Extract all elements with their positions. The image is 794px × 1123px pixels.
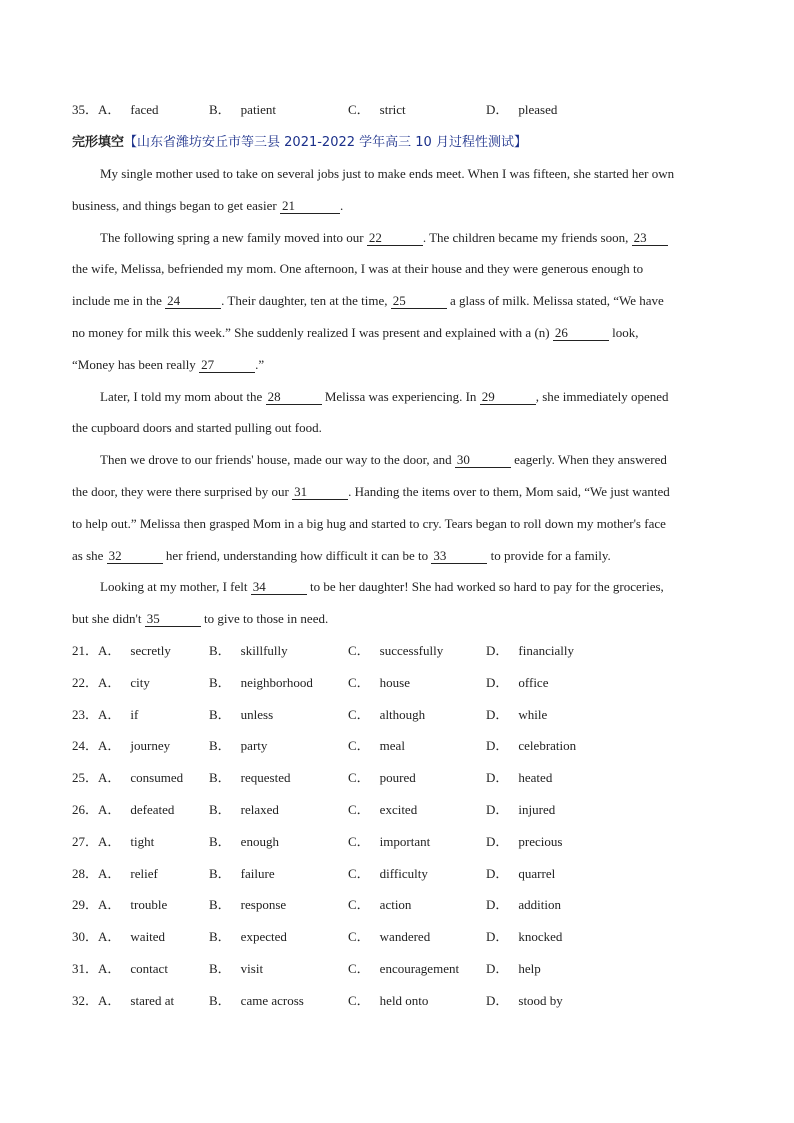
option-a: 24．A． journey (72, 738, 171, 753)
blank-34: 34 (251, 580, 307, 595)
option-d: D． addition (486, 897, 561, 912)
option-a: 32．A． stared at (72, 993, 175, 1008)
blank-30: 30 (455, 453, 511, 468)
passage-line: but she didn't 35 to give to those in need. (72, 611, 329, 627)
passage-line: business, and things began to get easier 21 . (72, 197, 344, 213)
option-c: C． action (348, 897, 412, 912)
option-a: 27．A． tight (72, 834, 155, 849)
passage-line: Later, I told my mom about the 28 Melissa was experiencing. In 29 , she immediately opened (100, 388, 669, 404)
option-c: C． house (348, 675, 411, 690)
passage-line: the wife, Melissa, befriended my mom. One afternoon, I was at their house and they were generous enough to (72, 261, 644, 277)
blank-24: 24 (165, 294, 221, 309)
passage-line: Then we drove to our friends' house, made our way to the door, and 30 eagerly. When they answered (100, 452, 667, 468)
section-title (72, 131, 527, 153)
section-source: 【山东省潍坊安丘市等三县 2021-2022 学年高三 10 月过程性测试】 (124, 135, 527, 150)
blank-25: 25 (391, 294, 447, 309)
blank-27: 27 (199, 358, 255, 373)
option-a: 23．A． if (72, 707, 139, 722)
option-b: B． patient (209, 102, 277, 117)
blank-33: 33 (431, 549, 487, 564)
option-d: D． injured (486, 802, 556, 817)
option-d: D． office (486, 675, 549, 690)
option-d: D． heated (486, 770, 553, 785)
option-d: D． stood by (486, 993, 563, 1008)
passage-line: “Money has been really 27 .” (72, 356, 265, 372)
passage-line: to help out.” Melissa then grasped Mom in a big hug and started to cry. Tears began to roll down my mother's face (72, 515, 666, 531)
option-b: B． expected (209, 929, 287, 944)
passage-line: My single mother used to take on several jobs just to make ends meet. When I was fifteen, she started her own (100, 166, 675, 181)
option-c: C． encouragement (348, 961, 460, 976)
option-a: 28．A． relief (72, 866, 158, 881)
option-c: C． difficulty (348, 866, 428, 881)
option-b: B． failure (209, 866, 275, 881)
blank-23: 23 (632, 231, 668, 246)
passage-line: The following spring a new family moved into our 22 . The children became my friends soon, 23 (72, 222, 722, 254)
option-d: D． pleased (486, 102, 558, 117)
option-c: C． strict (348, 102, 406, 117)
blank-32: 32 (107, 549, 163, 564)
option-c: C． poured (348, 770, 416, 785)
option-c: C． meal (348, 738, 405, 753)
blank-22: 22 (367, 231, 423, 246)
option-b: B． relaxed (209, 802, 279, 817)
option-c: C． although (348, 707, 426, 722)
option-d: D． precious (486, 834, 563, 849)
option-a: 26．A． defeated (72, 802, 175, 817)
option-c: C． wandered (348, 929, 431, 944)
question-number: 35．A． faced (72, 102, 159, 117)
option-a: 29．A． trouble (72, 897, 168, 912)
option-d: D． financially (486, 643, 574, 658)
option-c: C． successfully (348, 643, 444, 658)
option-d: D． quarrel (486, 866, 556, 881)
option-b: B． visit (209, 961, 264, 976)
option-c: C． excited (348, 802, 418, 817)
option-b: B． neighborhood (209, 675, 313, 690)
option-b: B． skillfully (209, 643, 288, 658)
passage-line: include me in the 24 . Their daughter, ten at the time, 25 a glass of milk. Melissa stated, “We have (72, 293, 664, 309)
option-a: 22．A． city (72, 675, 150, 690)
option-d: D． help (486, 961, 541, 976)
option-d: D． while (486, 707, 548, 722)
option-c: C． held onto (348, 993, 429, 1008)
blank-29: 29 (480, 390, 536, 405)
option-a: 25．A． consumed (72, 770, 184, 785)
passage-line: no money for milk this week.” She suddenly realized I was present and explained with a (n) 26 look, (72, 324, 639, 340)
passage-line: Looking at my mother, I felt 34 to be her daughter! She had worked so hard to pay for the groceries, (100, 579, 664, 595)
blank-35: 35 (145, 612, 201, 627)
cloze-passage (72, 158, 722, 635)
option-d: D． knocked (486, 929, 563, 944)
option-d: D． celebration (486, 738, 577, 753)
passage-line: the door, they were there surprised by our 31 . Handing the items over to them, Mom said, “We just wanted (72, 483, 670, 499)
option-b: B． came across (209, 993, 304, 1008)
blank-26: 26 (553, 326, 609, 341)
option-c: C． important (348, 834, 431, 849)
option-b: B． party (209, 738, 268, 753)
option-b: B． response (209, 897, 287, 912)
option-b: B． enough (209, 834, 279, 849)
blank-28: 28 (266, 390, 322, 405)
option-a: 31．A． contact (72, 961, 168, 976)
passage-line: the cupboard doors and started pulling out food. (72, 420, 322, 436)
option-b: B． requested (209, 770, 291, 785)
blank-21: 21 (280, 199, 340, 214)
option-b: B． unless (209, 707, 274, 722)
passage-line: as she 32 her friend, understanding how difficult it can be to 33 to provide for a family. (72, 547, 611, 563)
option-a: 21．A． secretly (72, 643, 171, 658)
section-tag: 完形填空 (72, 135, 125, 150)
option-a: 30．A． waited (72, 929, 166, 944)
blank-31: 31 (292, 485, 348, 500)
